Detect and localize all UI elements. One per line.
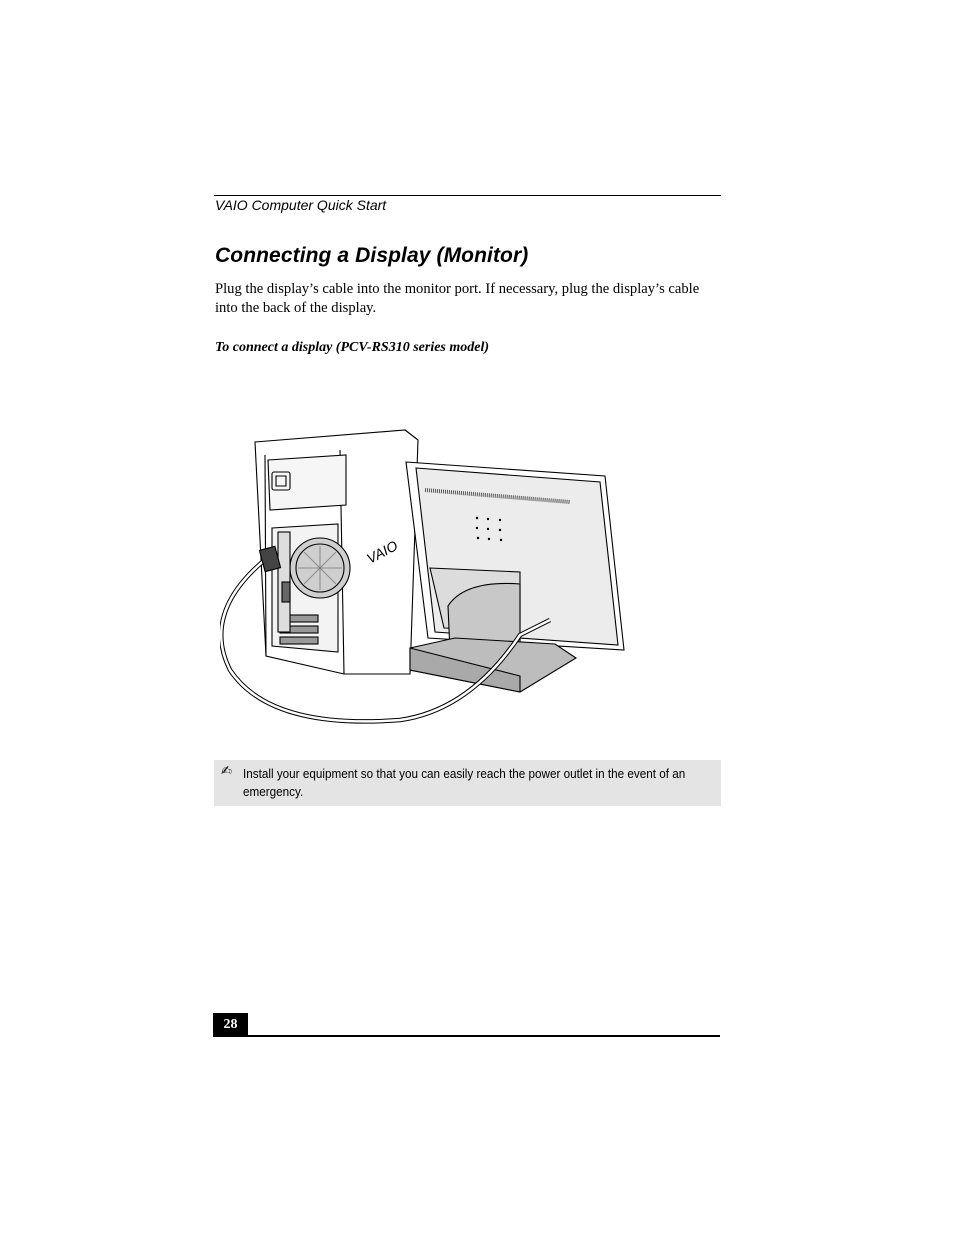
footer-rule — [213, 1035, 720, 1037]
monitor — [406, 462, 624, 692]
running-title: VAIO Computer Quick Start — [215, 197, 387, 213]
procedure-heading: To connect a display (PCV-RS310 series model) — [215, 340, 490, 355]
cooling-fan — [290, 538, 350, 598]
note-text: Install your equipment so that you can easily reach the power outlet in the event of an emergency. — [243, 766, 686, 799]
body-paragraph: Plug the display’s cable into the monitor port. If necessary, plug the display’s cable into the back of the display. — [215, 281, 700, 316]
header-rule — [214, 195, 721, 196]
note-box — [214, 760, 721, 806]
computer-tower — [255, 430, 418, 674]
svg-text:VAIO: VAIO — [363, 537, 401, 567]
section-title: Connecting a Display (Monitor) — [215, 244, 529, 267]
pencil-note-icon: ✍ — [221, 764, 232, 779]
display-connection-illustration — [220, 420, 640, 740]
page-number: 28 — [213, 1013, 248, 1036]
